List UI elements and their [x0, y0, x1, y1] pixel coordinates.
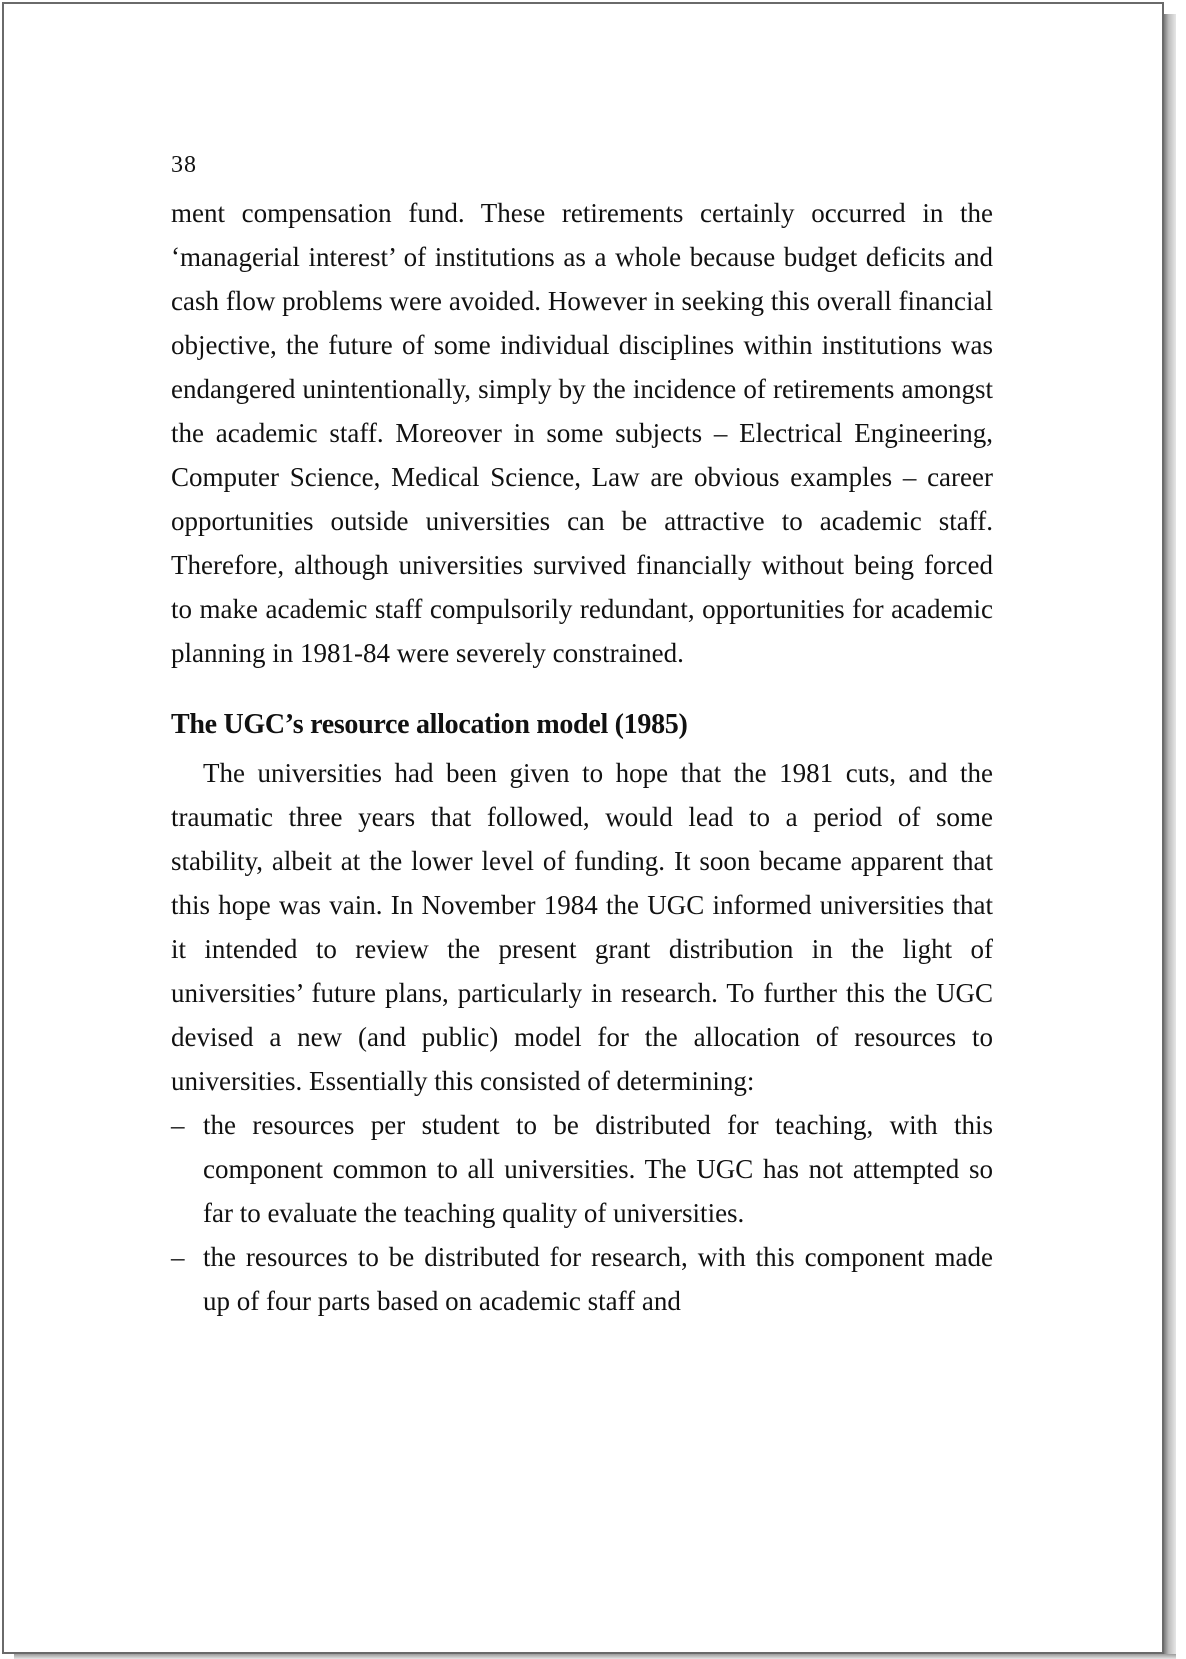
list-dash-marker: – [171, 1110, 185, 1140]
page-shadow-bottom [14, 1654, 1176, 1659]
section-heading: The UGC’s resource allocation model (1985) [171, 709, 688, 740]
page-shadow-right [1164, 14, 1176, 1656]
list-item [171, 1235, 993, 1323]
paragraph-retirements: ment compensation fund. These retirements certainly occurred in the ‘managerial interest’ of institutions as a whole because budget deficits and cash flow problems were avoided. However in seeking this overall financial objective, the future of some individual disciplines within institutions was endangered unintentionally, simply by the incidence of retirements amongst the academic staff. Moreover in some subjects – Electrical Engineering, Computer Science, Medical Science, Law are obvious examples – career opportunities outside universities can be attractive to academic staff. Therefore, although universities survived financially without being forced to make academic staff compulsorily redundant, opportunities for academic planning in 1981-84 were severely constrained. [171, 198, 993, 668]
list-item-text: the resources to be distributed for research, with this component made up of four parts based on academic staff and [203, 1242, 993, 1316]
paragraph-ugc-model: The universities had been given to hope that the 1981 cuts, and the traumatic three years that followed, would lead to a period of some stability, albeit at the lower level of funding. It soon became apparent that this hope was vain. In November 1984 the UGC informed universities that it intended to review the present grant distribution in the light of universities’ future plans, particularly in research. To further this the UGC devised a new (and public) model for the allocation of resources to universities. Essentially this consisted of determining: [171, 758, 993, 1096]
page-number: 38 [171, 152, 197, 178]
list-item-text: the resources per student to be distributed for teaching, with this component common to all universities. The UGC has not attempted so far to evaluate the teaching quality of universities. [203, 1110, 993, 1228]
resource-list [171, 1103, 993, 1323]
list-dash-marker: – [171, 1242, 185, 1272]
list-item [171, 1103, 993, 1235]
page-content [171, 150, 993, 1323]
